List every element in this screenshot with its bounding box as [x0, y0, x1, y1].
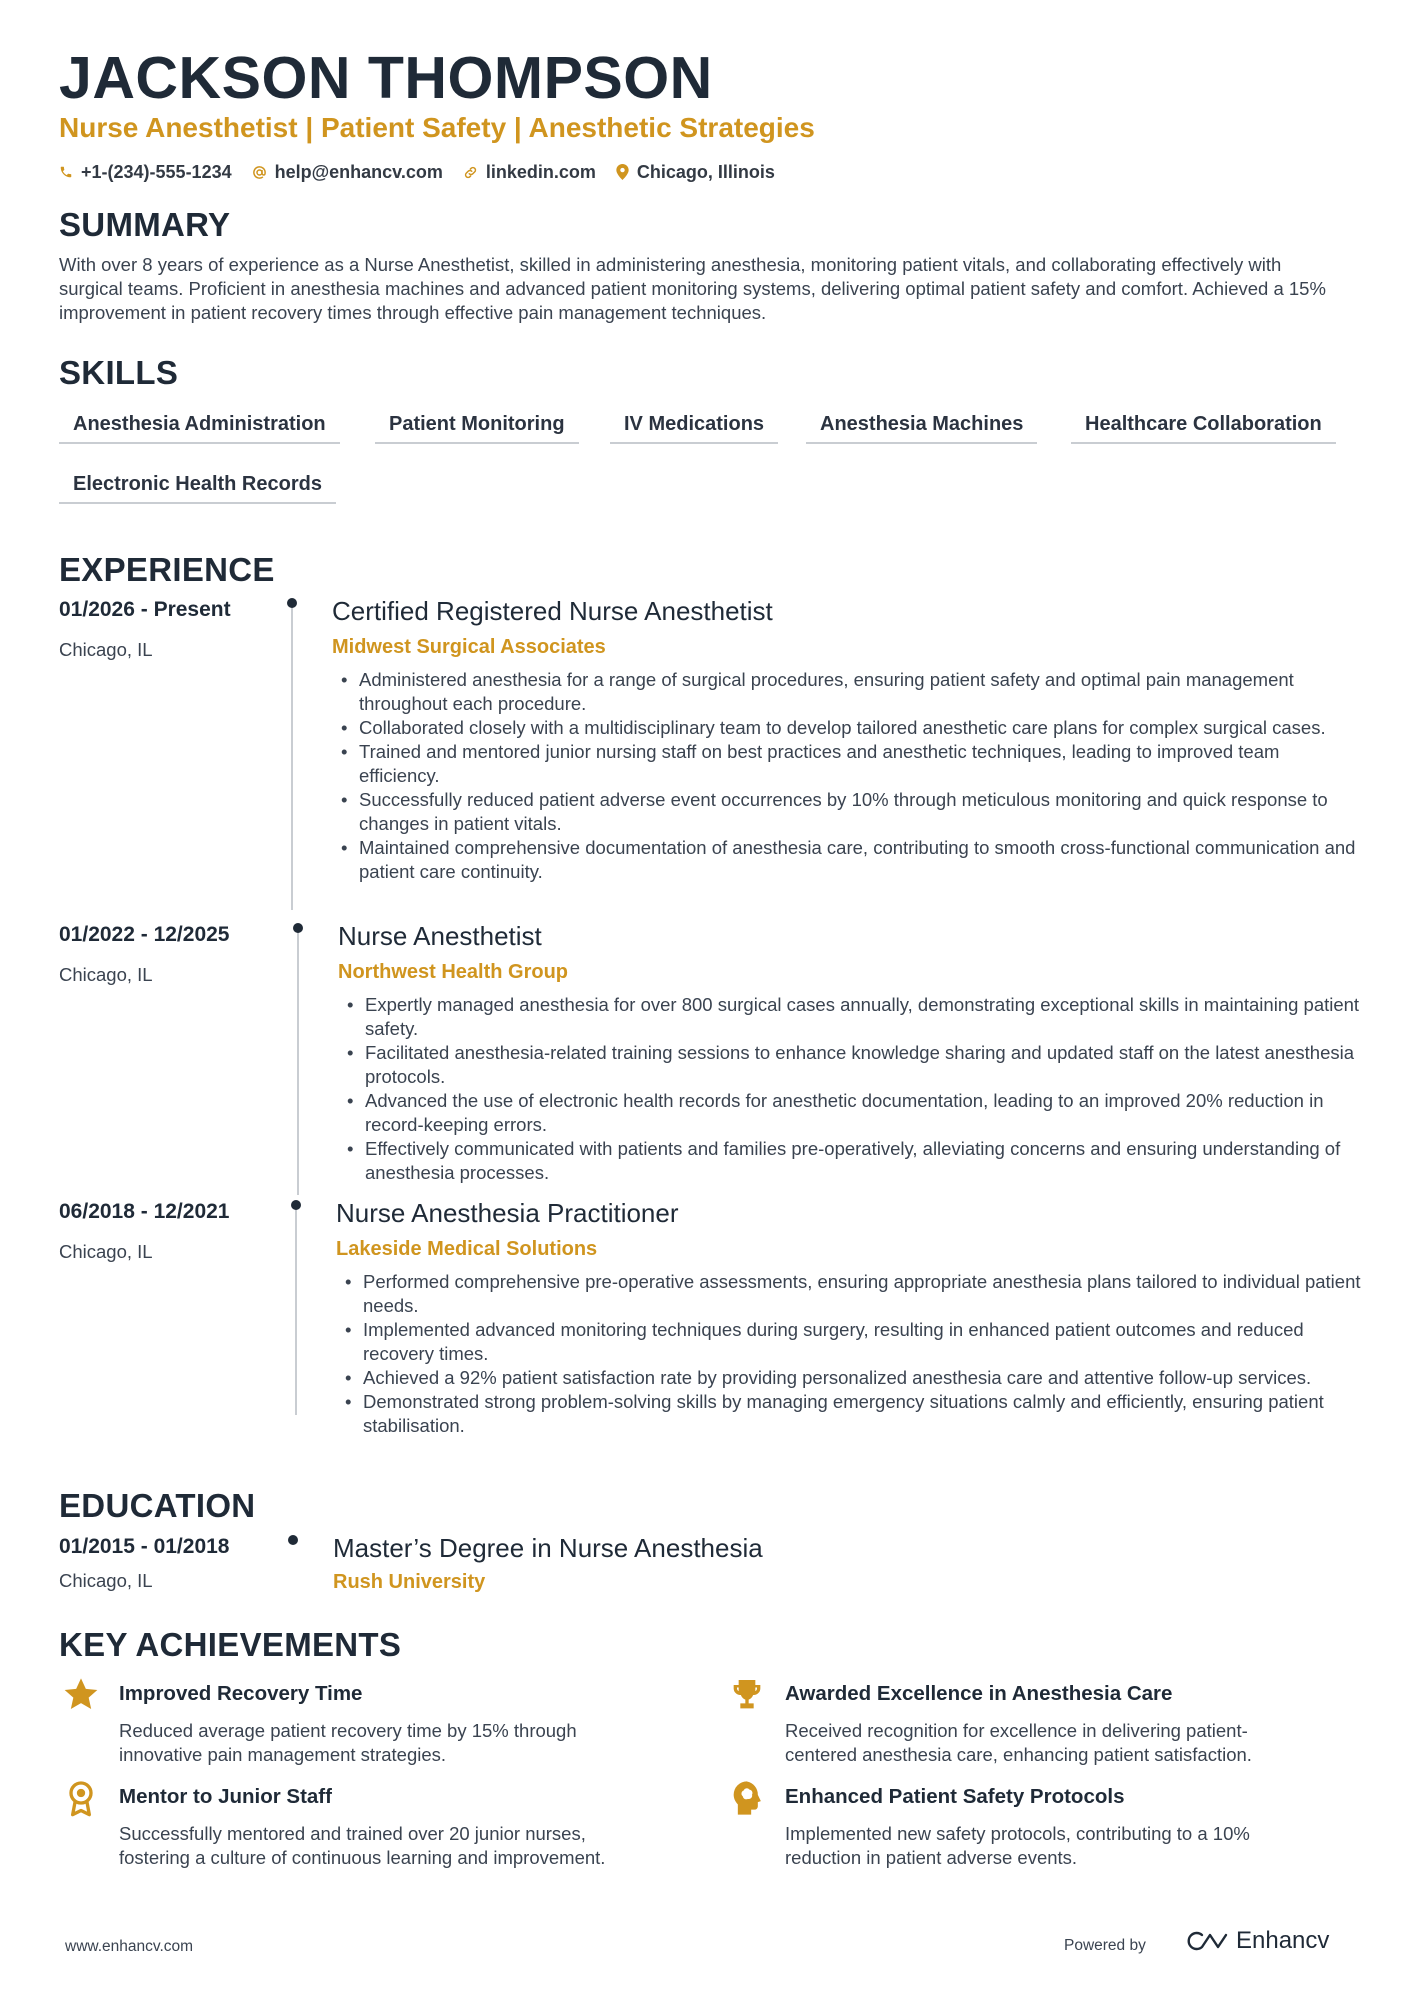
list-item: • Advanced the use of electronic health records for anesthetic documentation, leading to an improved 20% reduction in record-keeping errors.	[338, 1089, 1362, 1137]
star-icon	[61, 1675, 101, 1715]
timeline-dot	[288, 1535, 298, 1545]
location-text: Chicago, Illinois	[636, 161, 775, 182]
achievement-title: Mentor to Junior Staff	[119, 1785, 332, 1808]
link-icon	[463, 165, 478, 180]
list-item: • Performed comprehensive pre-operative assessments, ensuring appropriate anesthesia plans tailored to individual patient needs.	[336, 1270, 1362, 1318]
list-item: • Demonstrated strong problem-solving skills by managing emergency situations calmly and efficiently, ensuring patient stabilisation.	[336, 1390, 1362, 1438]
job-dates: 01/2022 - 12/2025	[59, 923, 230, 946]
timeline-dot	[287, 598, 297, 608]
achievements-heading: KEY ACHIEVEMENTS	[59, 1626, 402, 1663]
job-location: Chicago, IL	[59, 1241, 153, 1262]
enhancv-logo[interactable]	[1182, 1927, 1329, 1955]
trophy-icon	[727, 1675, 767, 1715]
job-company: Northwest Health Group	[338, 961, 569, 983]
candidate-name: JACKSON THOMPSON	[59, 45, 713, 111]
job-bullets	[332, 668, 1362, 884]
job-bullets	[338, 993, 1362, 1185]
list-item: • Trained and mentored junior nursing staff on best practices and anesthetic techniques, leading to improved team efficiency.	[332, 740, 1362, 788]
timeline-dot	[293, 923, 303, 933]
timeline-line	[291, 603, 293, 910]
skill-tag: Anesthesia Machines	[806, 404, 1037, 444]
timeline-dot	[291, 1200, 301, 1210]
location-pin-icon	[616, 164, 629, 180]
achievement-title: Awarded Excellence in Anesthesia Care	[785, 1682, 1173, 1705]
phone-text: +1-(234)-555-1234	[81, 161, 232, 182]
job-location: Chicago, IL	[59, 639, 153, 660]
list-item: • Implemented advanced monitoring techniques during surgery, resulting in enhanced patient outcomes and reduced recovery times.	[336, 1318, 1362, 1366]
list-item: • Expertly managed anesthesia for over 800 surgical cases annually, demonstrating exceptional skills in maintaining patient safety.	[338, 993, 1362, 1041]
list-item: • Achieved a 92% patient satisfaction rate by providing personalized anesthesia care and attentive follow-up services.	[336, 1366, 1362, 1390]
timeline-line	[297, 928, 299, 1195]
achievement-title: Enhanced Patient Safety Protocols	[785, 1785, 1125, 1808]
footer-powered-by: Powered by	[1064, 1937, 1146, 1954]
medal-icon	[61, 1778, 101, 1818]
achievement-desc	[119, 1822, 699, 1870]
skill-tag: Electronic Health Records	[59, 464, 336, 504]
achievement-desc	[785, 1719, 1345, 1767]
achievement-desc-line: Reduced average patient recovery time by 15% through	[119, 1720, 577, 1741]
achievement-title: Improved Recovery Time	[119, 1682, 363, 1705]
phone-icon	[59, 165, 73, 179]
list-item: • Successfully reduced patient adverse event occurrences by 10% through meticulous monitoring and quick response to changes in patient vitals.	[332, 788, 1362, 836]
at-icon	[252, 165, 267, 180]
head-brain-icon	[727, 1778, 767, 1818]
achievement-desc-line: reduction in patient adverse events.	[785, 1847, 1078, 1868]
job-company: Midwest Surgical Associates	[332, 636, 606, 658]
timeline-line	[295, 1205, 297, 1415]
skill-tag: IV Medications	[610, 404, 778, 444]
job-dates: 06/2018 - 12/2021	[59, 1200, 230, 1223]
achievement-desc-line: Received recognition for excellence in delivering patient-	[785, 1720, 1248, 1741]
summary-heading: SUMMARY	[59, 206, 231, 243]
achievement-desc-line: centered anesthesia care, enhancing patient satisfaction.	[785, 1744, 1252, 1765]
achievement-desc	[119, 1719, 679, 1767]
candidate-headline: Nurse Anesthetist | Patient Safety | Anesthetic Strategies	[59, 112, 815, 143]
job-dates: 01/2026 - Present	[59, 598, 231, 621]
achievement-desc-line: Successfully mentored and trained over 20 junior nurses,	[119, 1823, 586, 1844]
education-dates: 01/2015 - 01/2018	[59, 1535, 230, 1558]
achievement-desc-line: innovative pain management strategies.	[119, 1744, 447, 1765]
email-text: help@enhancv.com	[274, 161, 443, 182]
job-title: Nurse Anesthetist	[338, 921, 542, 951]
list-item: • Facilitated anesthesia-related training sessions to enhance knowledge sharing and updated staff on the latest anesthesia protocols.	[338, 1041, 1362, 1089]
contact-linkedin[interactable]	[463, 162, 596, 183]
education-heading: EDUCATION	[59, 1487, 256, 1524]
experience-heading: EXPERIENCE	[59, 551, 275, 588]
skill-tag: Anesthesia Administration	[59, 404, 340, 444]
contact-phone[interactable]	[59, 162, 232, 183]
job-company: Lakeside Medical Solutions	[336, 1238, 598, 1260]
achievement-desc	[785, 1822, 1345, 1870]
contact-location	[616, 162, 775, 183]
skill-tag: Patient Monitoring	[375, 404, 579, 444]
list-item: • Effectively communicated with patients and families pre-operatively, alleviating concerns and ensuring understanding of anesthesia processes.	[338, 1137, 1362, 1185]
education-location: Chicago, IL	[59, 1570, 153, 1591]
job-bullets	[336, 1270, 1362, 1438]
achievement-desc-line: Implemented new safety protocols, contributing to a 10%	[785, 1823, 1250, 1844]
summary-text: With over 8 years of experience as a Nurse Anesthetist, skilled in administering anesthesia, monitoring patient vitals, and collaborating effectively with surgical teams. Proficient in anesthesia machines and advanced patient monitoring systems, delivering optimal patient safety and comfort. Achieved a 15% improvement in patient recovery times through effective pain management techniques.	[59, 254, 1326, 323]
skills-heading: SKILLS	[59, 354, 179, 391]
linkedin-text: linkedin.com	[485, 161, 596, 182]
job-title: Certified Registered Nurse Anesthetist	[332, 596, 773, 626]
education-degree: Master’s Degree in Nurse Anesthesia	[333, 1533, 763, 1563]
job-title: Nurse Anesthesia Practitioner	[336, 1198, 679, 1228]
list-item: • Administered anesthesia for a range of surgical procedures, ensuring patient safety and optimal pain management throughout each procedure.	[332, 668, 1362, 716]
contact-email[interactable]	[252, 162, 443, 183]
job-location: Chicago, IL	[59, 964, 153, 985]
enhancv-logo-text: Enhancv	[1236, 1927, 1330, 1954]
achievement-desc-line: fostering a culture of continuous learning and improvement.	[119, 1847, 606, 1868]
contact-bar	[59, 158, 795, 186]
skill-tag: Healthcare Collaboration	[1071, 404, 1336, 444]
list-item: • Maintained comprehensive documentation of anesthesia care, contributing to smooth cross-functional communication and patient care continuity.	[332, 836, 1362, 884]
footer-url[interactable]: www.enhancv.com	[65, 1938, 194, 1955]
list-item: • Collaborated closely with a multidisciplinary team to develop tailored anesthetic care plans for complex surgical cases.	[332, 716, 1362, 740]
enhancv-logo-icon	[1182, 1929, 1228, 1953]
education-school: Rush University	[333, 1571, 486, 1593]
